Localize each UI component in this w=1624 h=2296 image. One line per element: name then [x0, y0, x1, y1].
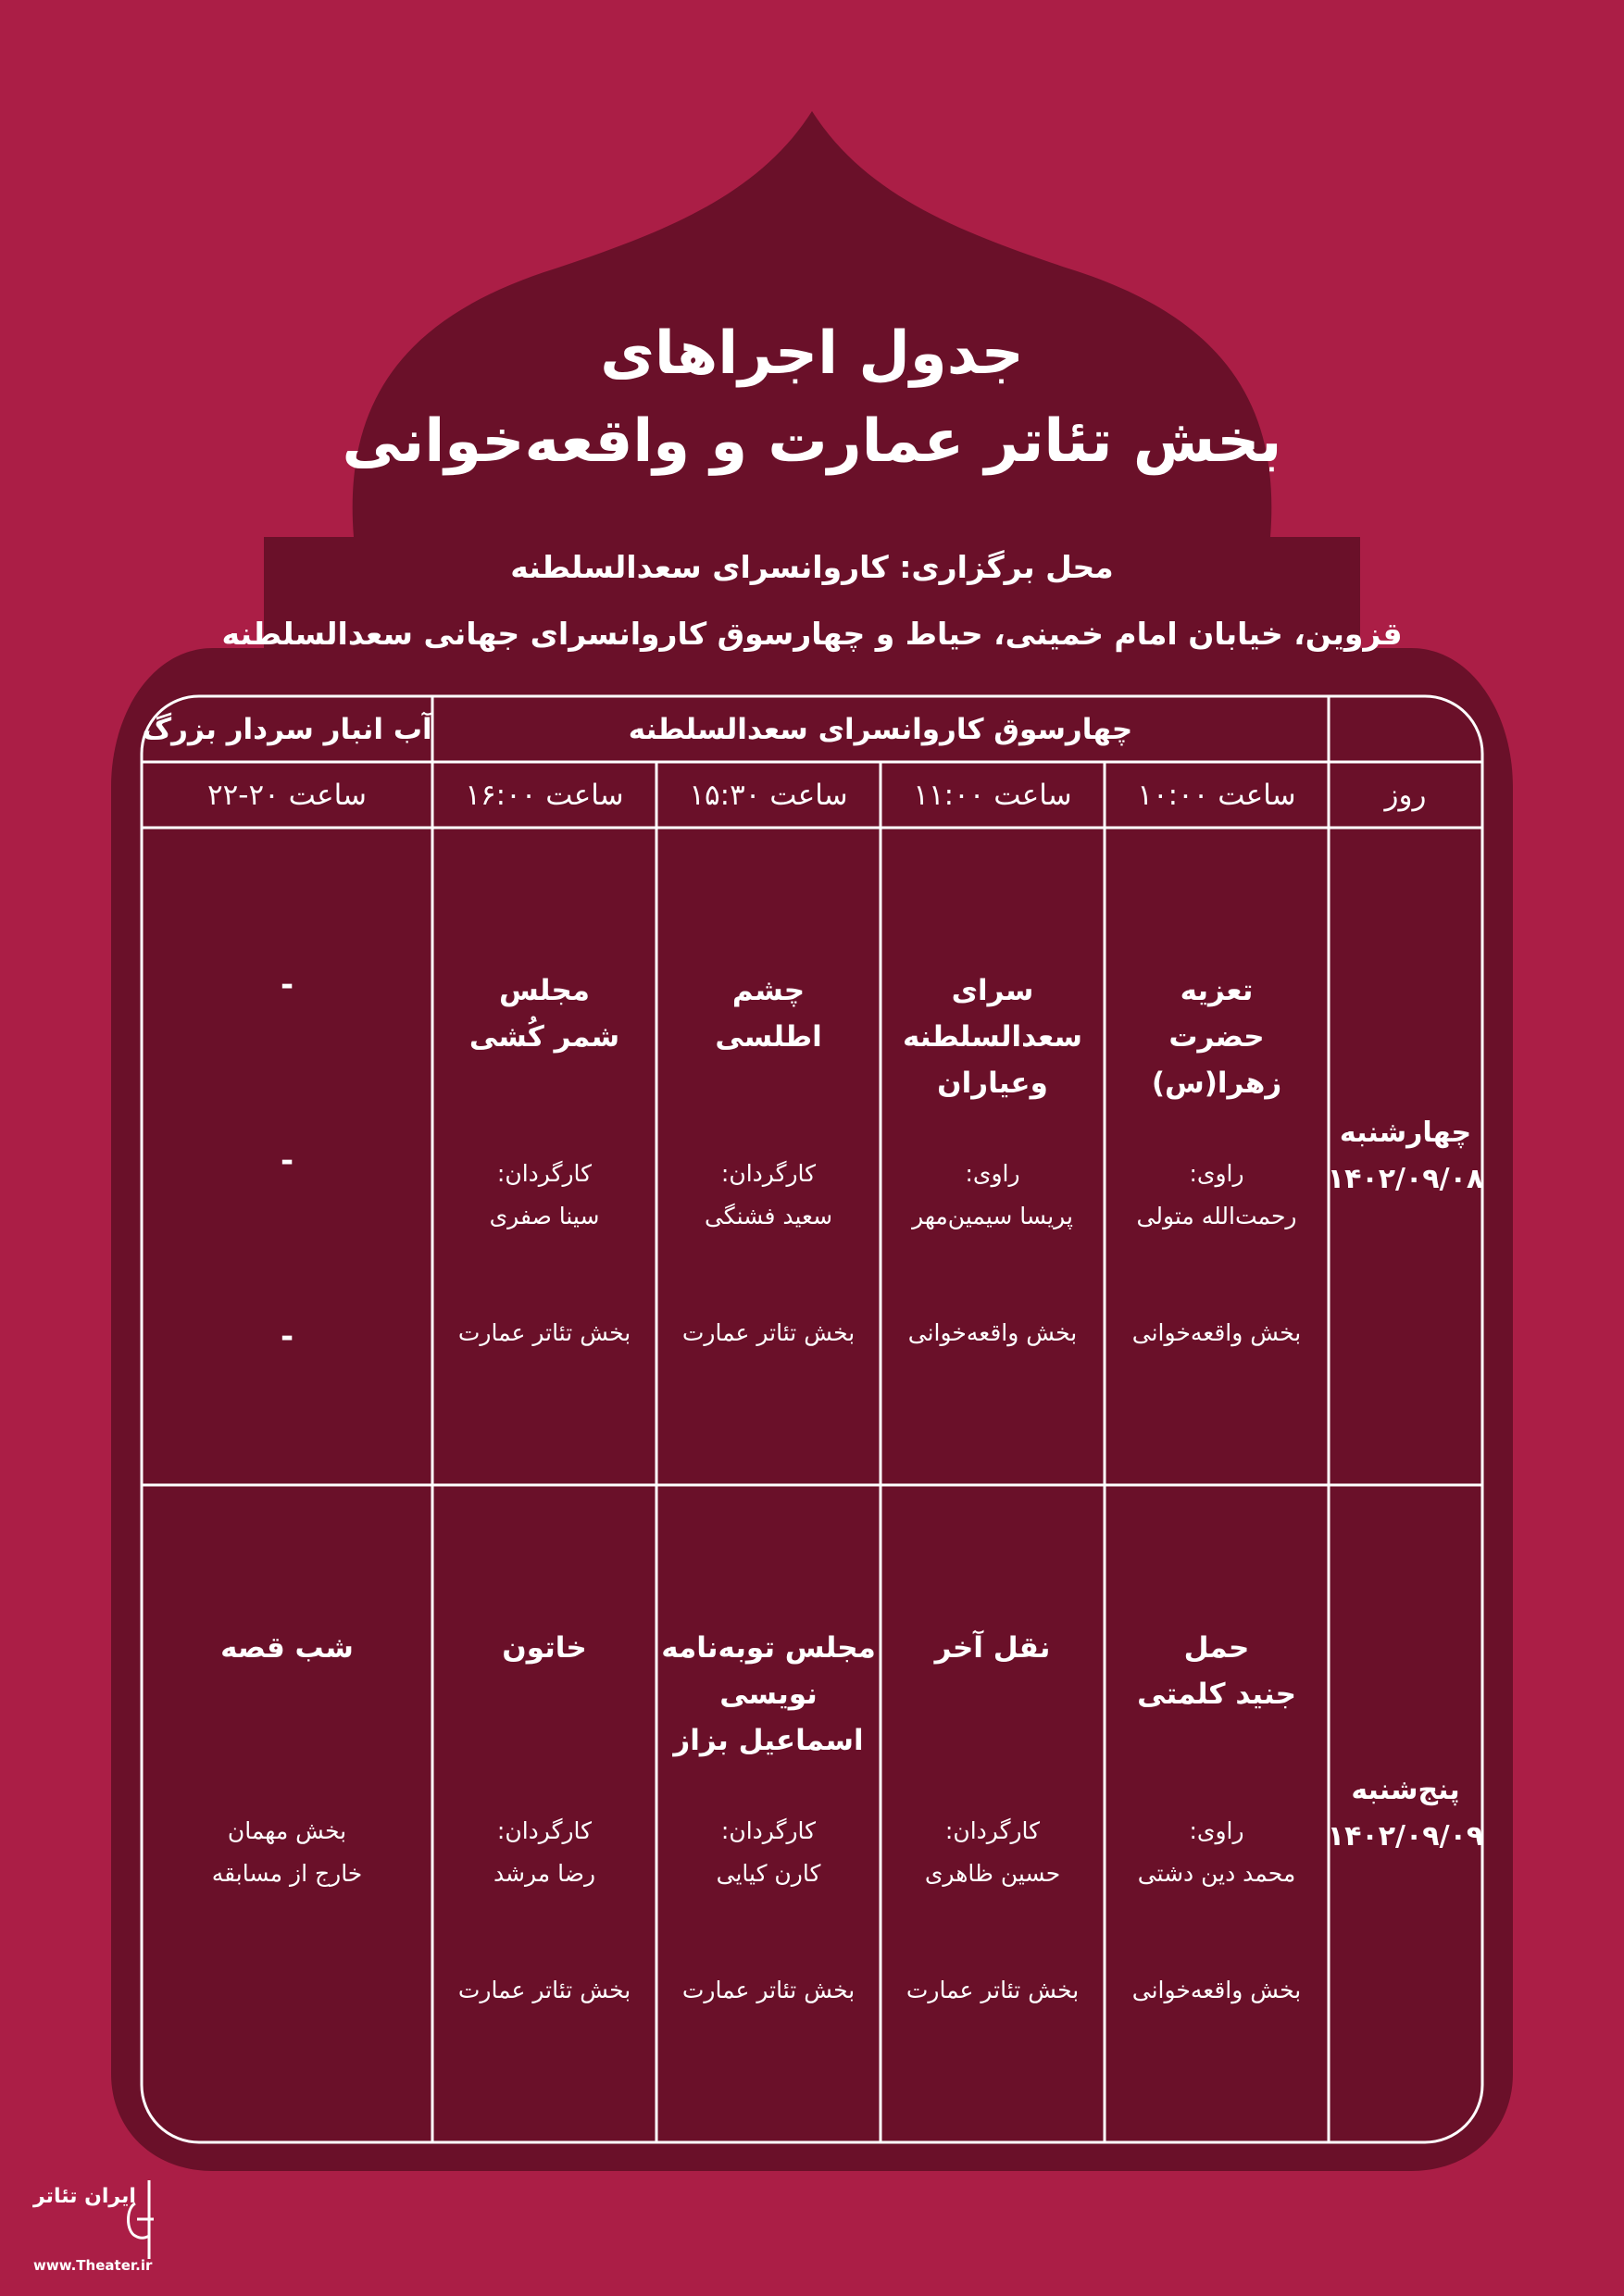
show-credit: راوی: رحمت‌الله متولی: [1136, 1160, 1297, 1229]
show-cell: [432, 1625, 656, 2041]
show-section: بخش تئاتر عمارت: [457, 1319, 631, 1346]
show-title: شب قصه: [220, 1631, 354, 1665]
show-cell: [656, 1625, 881, 2041]
page-title-line2: بخش تئاتر عمارت و واقعه‌خوانی: [342, 407, 1282, 476]
logo-url: www.Theater.ir: [33, 2257, 153, 2274]
day-cell-row2: [1329, 1485, 1482, 2142]
group-header-main: چهارسوق کاروانسرای سعدالسلطنه: [628, 712, 1133, 746]
venue-address: قزوین، خیابان امام خمینی، حیاط و چهارسوق کاروانسرای جهانی سعدالسلطنه: [221, 616, 1403, 652]
time-header-4: ساعت ۱۶:۰۰: [465, 778, 624, 812]
show-cell: [881, 967, 1105, 1384]
day-header: روز: [1384, 778, 1427, 812]
empty-dash: -: [280, 967, 294, 1004]
page-title-line1: جدول اجراهای: [600, 319, 1024, 388]
time-header-5: ساعت ۲۰-۲۲: [206, 778, 368, 812]
show-title: مجلس شمر کُشی: [468, 974, 620, 1054]
empty-dash: -: [280, 1142, 294, 1179]
show-title: نقل آخر: [934, 1631, 1051, 1665]
show-cell: [881, 1625, 1105, 2041]
show-section: بخش واقعه‌خوانی: [1131, 1977, 1302, 2003]
show-title: تعزیه حضرت زهرا(س): [1151, 974, 1282, 1100]
time-header-1: ساعت ۱۰:۰۰: [1137, 778, 1296, 812]
day-cell-row1: [1329, 828, 1482, 1485]
show-credit: بخش مهمان خارج از مسابقه: [211, 1817, 363, 1887]
show-credit: کارگردان: سینا صفری: [489, 1160, 600, 1229]
day-name: چهارشنبه: [1339, 1117, 1472, 1149]
show-section: بخش تئاتر عمارت: [681, 1319, 856, 1346]
show-section: بخش تئاتر عمارت: [906, 1977, 1080, 2003]
side-cell-row1: [142, 828, 432, 1485]
show-cell: [1105, 1625, 1329, 2041]
show-cell: [656, 967, 881, 1384]
show-section: بخش واقعه‌خوانی: [907, 1319, 1078, 1346]
empty-dash: -: [280, 1318, 294, 1355]
day-date: ۱۴۰۲/۰۹/۰۸: [1327, 1163, 1484, 1195]
side-cell-row2: [142, 1625, 432, 2041]
show-section: بخش واقعه‌خوانی: [1131, 1319, 1302, 1346]
venue-name: محل برگزاری: کاروانسرای سعدالسلطنه: [510, 549, 1114, 585]
show-cell: [432, 967, 656, 1384]
show-section: بخش تئاتر عمارت: [457, 1977, 631, 2003]
show-title: چشم اطلسی: [715, 974, 822, 1054]
group-header-side: آب انبار سردار بزرگ: [142, 712, 432, 746]
show-credit: کارگردان: سعید فشنگی: [704, 1160, 833, 1229]
show-credit: راوی: محمد دین دشتی: [1137, 1817, 1296, 1887]
show-credit: کارگردان: حسین ظاهری: [924, 1817, 1061, 1887]
day-name: پنج‌شنبه: [1351, 1774, 1460, 1806]
show-section: بخش تئاتر عمارت: [681, 1977, 856, 2003]
time-header-2: ساعت ۱۱:۰۰: [913, 778, 1072, 812]
show-cell: [1105, 967, 1329, 1384]
show-title: سرای سعدالسلطنه وعیاران: [903, 974, 1083, 1100]
show-title: مجلس توبه‌نامه نویسی اسماعیل بزاز: [661, 1631, 876, 1757]
show-title: حمل جنید کلمتی: [1137, 1631, 1296, 1711]
time-header-3: ساعت ۱۵:۳۰: [689, 778, 848, 812]
show-title: خاتون: [502, 1631, 587, 1665]
iran-theater-logo: [33, 2166, 154, 2277]
day-date: ۱۴۰۲/۰۹/۰۹: [1327, 1820, 1484, 1853]
show-credit: کارگردان: رضا مرشد: [493, 1817, 596, 1887]
show-credit: راوی: پریسا سیمین‌مهر: [912, 1160, 1073, 1229]
logo-name: ایران تئاتر: [33, 2185, 136, 2208]
show-credit: کارگردان: کارن کیایی: [716, 1817, 821, 1887]
